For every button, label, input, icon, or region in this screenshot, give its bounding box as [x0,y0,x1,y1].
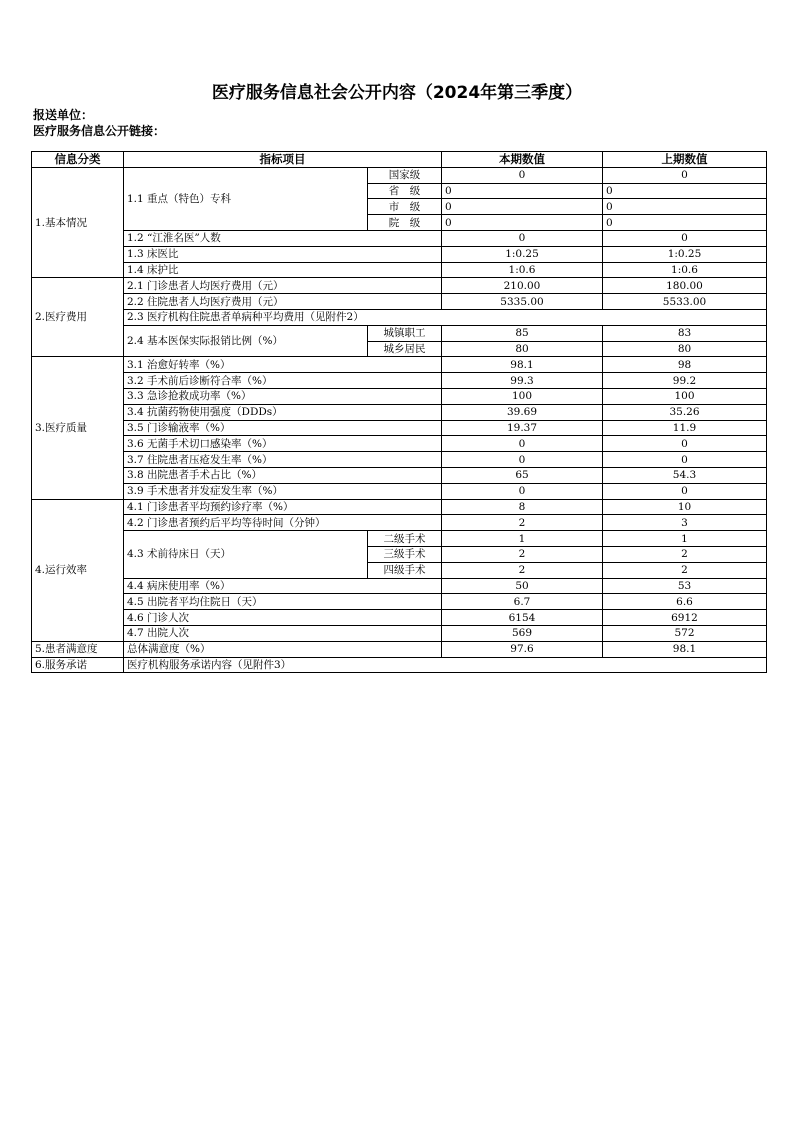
table-row [32,246,767,262]
level-label: 三级手术 [368,546,442,562]
current-value: 50 [442,578,603,594]
indicator-label: 1.4 床护比 [124,262,442,278]
indicator-label: 4.3 术前待床日（天） [124,531,368,578]
indicator-label: 4.2 门诊患者预约后平均等待时间（分钟） [124,515,442,531]
indicator-label: 4.6 门诊人次 [124,610,442,626]
indicator-label: 3.4 抗菌药物使用强度（DDDs） [124,404,442,420]
category-commitment: 6.服务承诺 [32,657,124,673]
current-value: 98.1 [442,357,603,373]
category-basic: 1.基本情况 [32,167,124,278]
previous-value: 6.6 [603,594,767,610]
disclosure-table [31,151,767,673]
table-row [32,641,767,657]
type-label: 城乡居民 [368,341,442,357]
current-value: 65 [442,467,603,483]
previous-value: 98.1 [603,641,767,657]
previous-value: 53 [603,578,767,594]
previous-value: 100 [603,388,767,404]
table-row [32,420,767,436]
previous-value: 0 [603,452,767,468]
table-row [32,436,767,452]
level-label: 二级手术 [368,531,442,547]
previous-value: 2 [603,546,767,562]
previous-value: 572 [603,625,767,641]
indicator-label: 4.4 病床使用率（%） [124,578,442,594]
indicator-label: 3.2 手术前后诊断符合率（%） [124,373,442,389]
indicator-label: 4.7 出院人次 [124,625,442,641]
previous-value: 0 [603,215,767,231]
previous-value: 83 [603,325,767,341]
previous-value: 3 [603,515,767,531]
current-value: 0 [442,183,603,199]
indicator-label: 3.7 住院患者压疮发生率（%） [124,452,442,468]
table-row [32,309,767,325]
table-row [32,262,767,278]
indicator-label: 3.3 急诊抢救成功率（%） [124,388,442,404]
indicator-label: 4.1 门诊患者平均预约诊疗率（%） [124,499,442,515]
table-row [32,625,767,641]
previous-value: 1:0.6 [603,262,767,278]
table-row [32,467,767,483]
current-value: 80 [442,341,603,357]
table-row [32,325,767,341]
category-satisfaction: 5.患者满意度 [32,641,124,657]
table-row [32,388,767,404]
indicator-label: 3.5 门诊输液率（%） [124,420,442,436]
current-value: 6.7 [442,594,603,610]
current-value: 0 [442,452,603,468]
table-row [32,167,767,183]
indicator-label: 2.1 门诊患者人均医疗费用（元） [124,278,442,294]
previous-value: 0 [603,230,767,246]
level-label: 四级手术 [368,562,442,578]
indicator-label: 4.5 出院者平均住院日（天） [124,594,442,610]
header-previous: 上期数值 [603,152,767,168]
previous-value: 10 [603,499,767,515]
previous-value: 0 [603,167,767,183]
previous-value: 11.9 [603,420,767,436]
level-label: 市 级 [368,199,442,215]
table-row [32,373,767,389]
header-category: 信息分类 [32,152,124,168]
indicator-label: 3.1 治愈好转率（%） [124,357,442,373]
previous-value: 6912 [603,610,767,626]
table-row [32,404,767,420]
level-label: 省 级 [368,183,442,199]
report-unit-label: 报送单位： [33,108,94,122]
previous-value: 2 [603,562,767,578]
current-value: 2 [442,546,603,562]
table-row [32,499,767,515]
current-value: 1:0.6 [442,262,603,278]
previous-value: 54.3 [603,467,767,483]
table-row [32,357,767,373]
previous-value: 1:0.25 [603,246,767,262]
current-value: 39.69 [442,404,603,420]
table-row [32,578,767,594]
previous-value: 0 [603,199,767,215]
previous-value: 98 [603,357,767,373]
previous-value: 1 [603,531,767,547]
previous-value: 35.26 [603,404,767,420]
current-value: 5335.00 [442,294,603,310]
previous-value: 0 [603,183,767,199]
table-row [32,515,767,531]
indicator-label: 总体满意度（%） [124,641,442,657]
previous-value: 0 [603,483,767,499]
table-row [32,230,767,246]
current-value: 0 [442,230,603,246]
table-row [32,452,767,468]
current-value: 97.6 [442,641,603,657]
current-value: 1 [442,531,603,547]
type-label: 城镇职工 [368,325,442,341]
table-row [32,483,767,499]
table-row [32,657,767,673]
table-row [32,531,767,547]
current-value: 569 [442,625,603,641]
indicator-label: 1.3 床医比 [124,246,442,262]
current-value: 1:0.25 [442,246,603,262]
indicator-label: 1.2 “江淮名医”人数 [124,230,442,246]
page-title: 医疗服务信息社会公开内容（2024年第三季度） [211,83,583,103]
level-label: 院 级 [368,215,442,231]
current-value: 8 [442,499,603,515]
header-current: 本期数值 [442,152,603,168]
level-label: 国家级 [368,167,442,183]
indicator-label: 医疗机构服务承诺内容（见附件3） [124,657,767,673]
current-value: 2 [442,562,603,578]
disclosure-link-label: 医疗服务信息公开链接： [33,124,166,138]
current-value: 0 [442,436,603,452]
current-value: 0 [442,215,603,231]
category-cost: 2.医疗费用 [32,278,124,357]
indicator-label: 3.9 手术患者并发症发生率（%） [124,483,442,499]
indicator-label: 2.4 基本医保实际报销比例（%） [124,325,368,357]
table-row [32,278,767,294]
indicator-label: 2.2 住院患者人均医疗费用（元） [124,294,442,310]
current-value: 85 [442,325,603,341]
previous-value: 180.00 [603,278,767,294]
current-value: 6154 [442,610,603,626]
previous-value: 5533.00 [603,294,767,310]
table-header-row [32,152,767,168]
current-value: 0 [442,167,603,183]
category-quality: 3.医疗质量 [32,357,124,499]
current-value: 210.00 [442,278,603,294]
header-indicator: 指标项目 [124,152,442,168]
current-value: 19.37 [442,420,603,436]
previous-value: 0 [603,436,767,452]
indicator-label: 3.6 无菌手术切口感染率（%） [124,436,442,452]
indicator-label: 1.1 重点（特色）专科 [124,167,368,230]
current-value: 0 [442,483,603,499]
previous-value: 99.2 [603,373,767,389]
current-value: 0 [442,199,603,215]
current-value: 2 [442,515,603,531]
current-value: 99.3 [442,373,603,389]
category-efficiency: 4.运行效率 [32,499,124,641]
indicator-label: 3.8 出院患者手术占比（%） [124,467,442,483]
table-row [32,294,767,310]
table-row [32,610,767,626]
current-value: 100 [442,388,603,404]
previous-value: 80 [603,341,767,357]
table-row [32,594,767,610]
indicator-label: 2.3 医疗机构住院患者单病种平均费用（见附件2） [124,309,767,325]
